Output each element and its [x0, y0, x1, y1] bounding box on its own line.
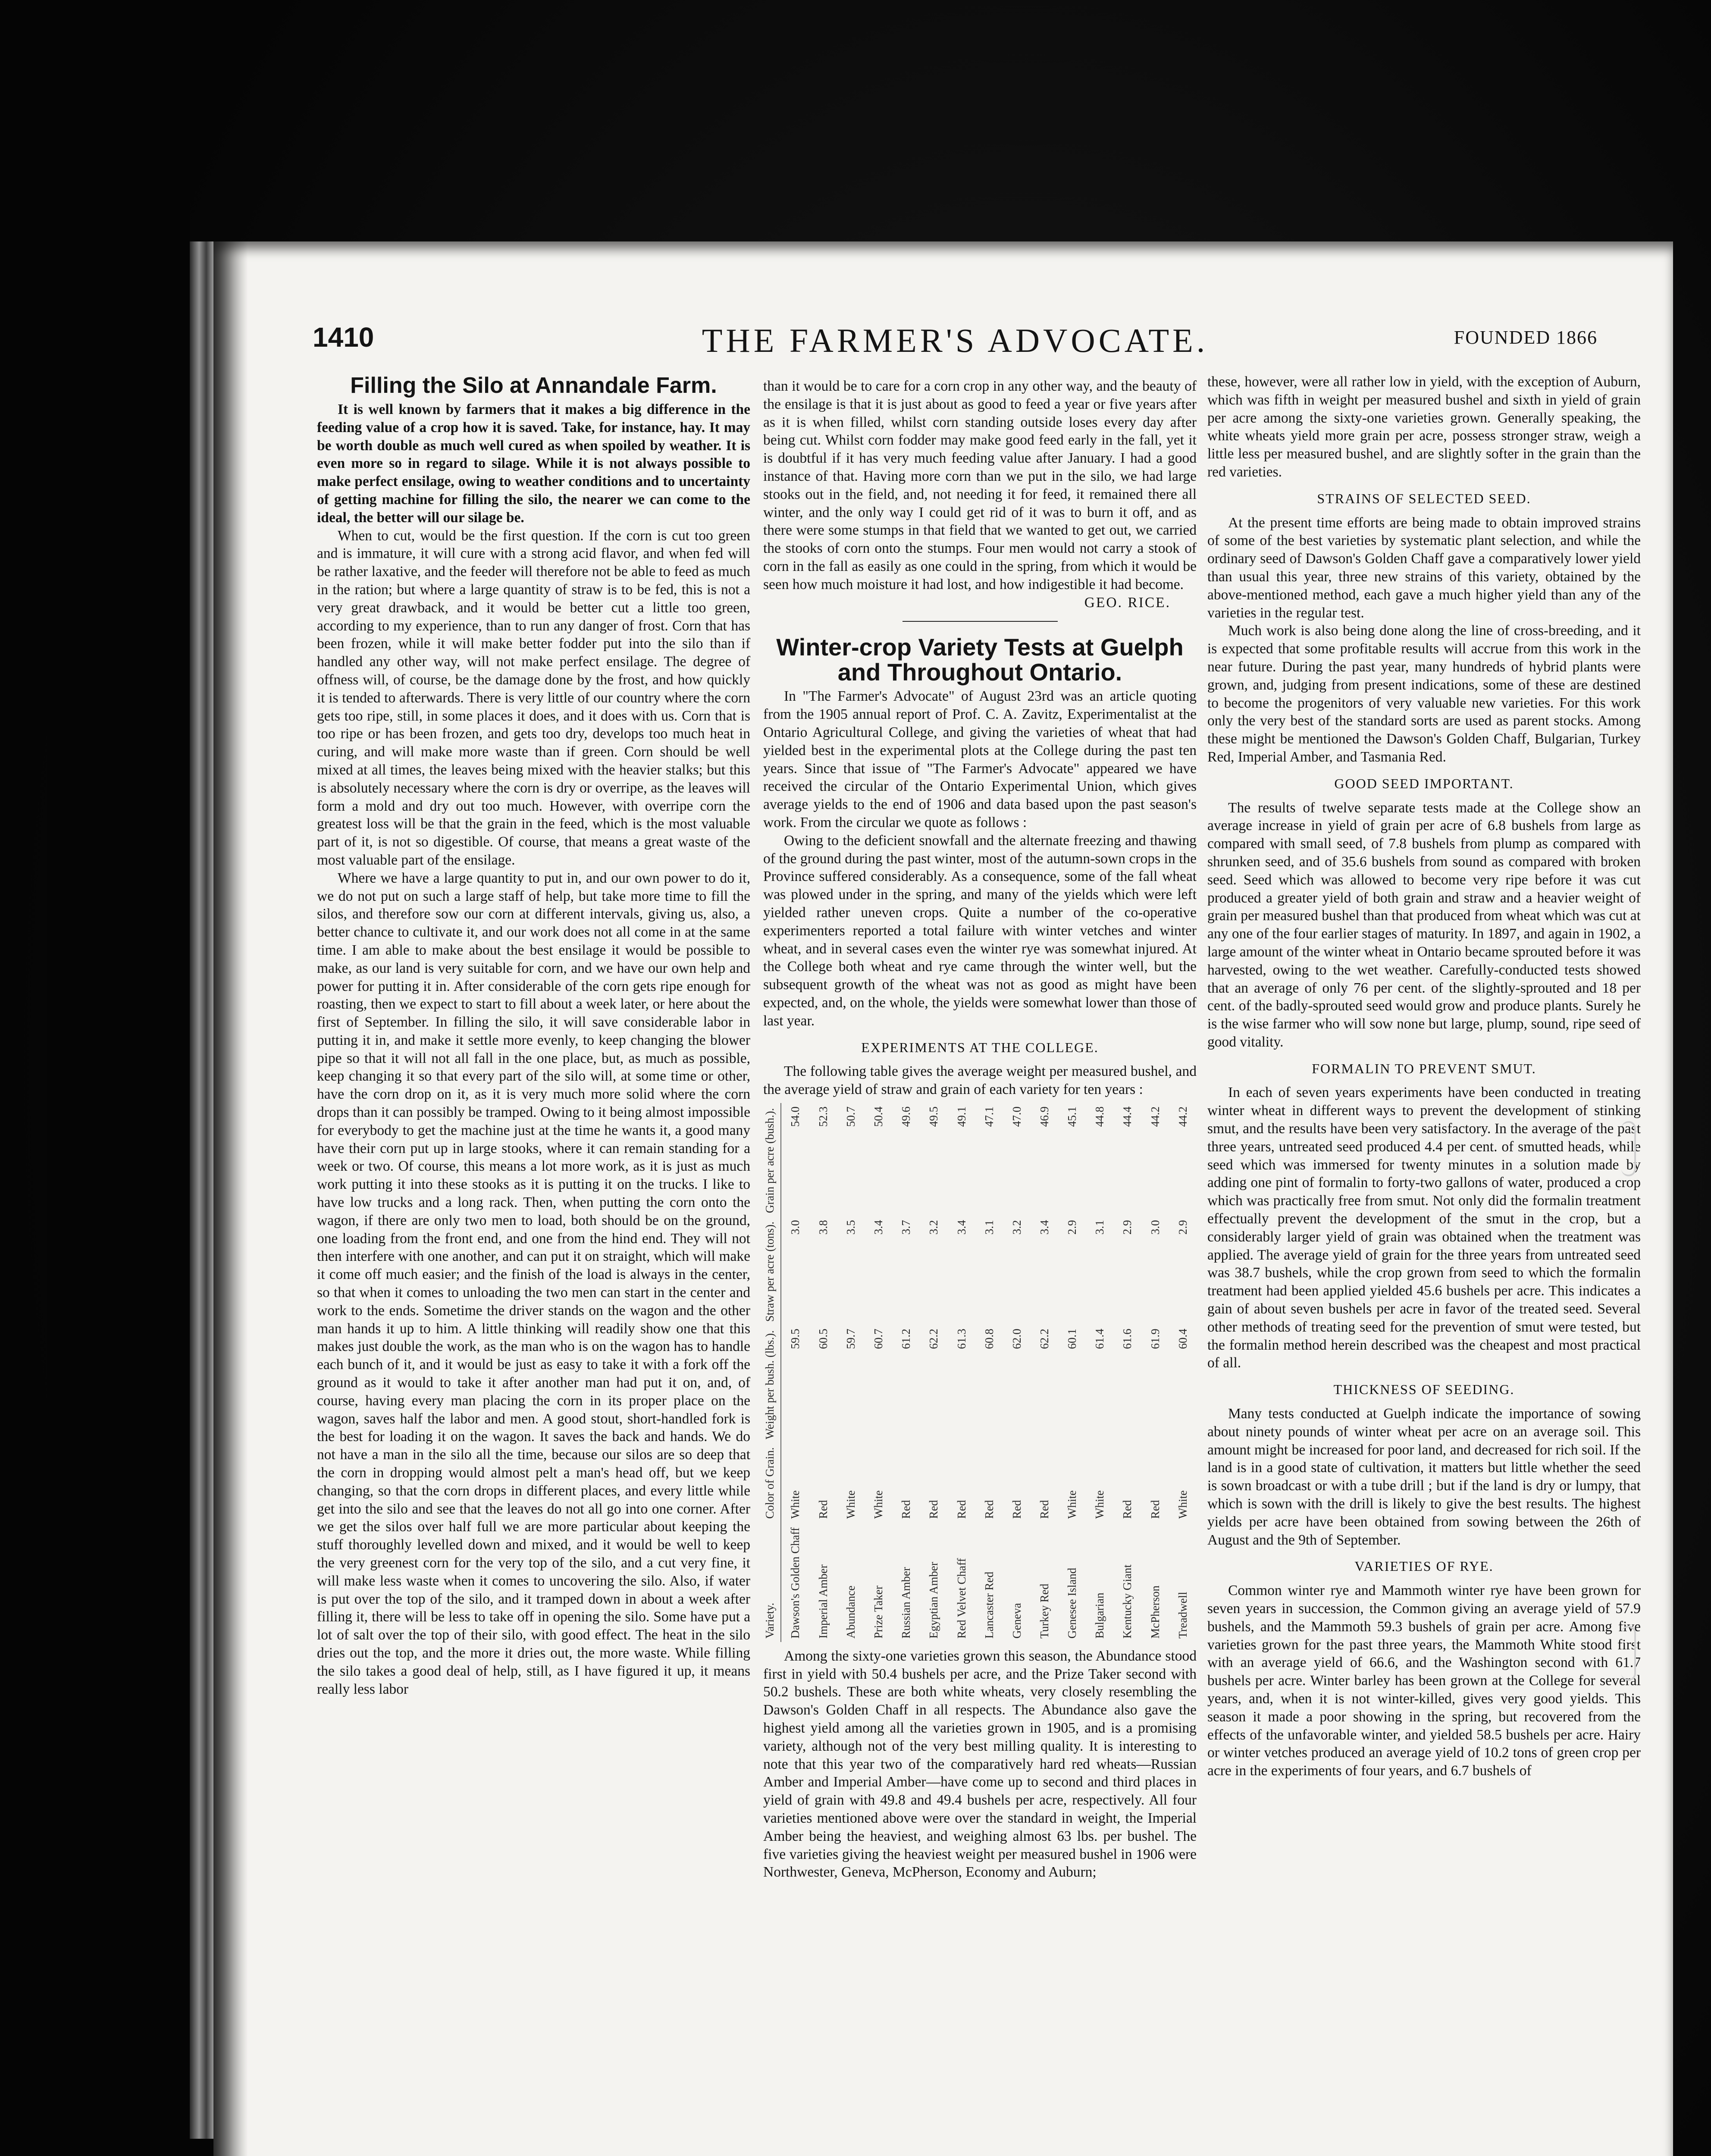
table-row: [1003, 1103, 1031, 1642]
table-cell: White: [844, 1490, 858, 1519]
section-heading: VARIETIES OF RYE.: [1354, 1558, 1494, 1574]
book-shadow: [47, 34, 190, 2156]
variety-table-wrapper: [763, 1103, 1197, 1642]
table-header: Weight per bush. (lbs.).: [763, 1325, 781, 1443]
table-row: [1086, 1103, 1113, 1642]
table-cell: 61.9: [1148, 1329, 1162, 1349]
table-cell: 61.2: [899, 1329, 913, 1349]
table-cell: Lancaster Red: [982, 1571, 996, 1639]
journal-title: THE FARMER'S ADVOCATE.: [702, 322, 1209, 359]
table-cell: Red: [899, 1500, 913, 1519]
table-cell: 3.2: [1010, 1220, 1023, 1235]
table-cell: 46.9: [1038, 1106, 1051, 1127]
table-cell: White: [1176, 1490, 1189, 1519]
table-cell: 60.8: [982, 1329, 996, 1349]
table-cell: 61.6: [1121, 1329, 1134, 1349]
table-row: [975, 1103, 1003, 1642]
column-3: [1207, 373, 1641, 1780]
table-cell: Prize Taker: [872, 1586, 885, 1639]
divider: [903, 621, 1058, 622]
table-row: [948, 1103, 975, 1642]
table-cell: Kentucky Giant: [1121, 1564, 1134, 1639]
table-cell: 3.4: [955, 1220, 968, 1235]
column-1: [317, 373, 750, 1698]
table-cell: 50.7: [844, 1106, 858, 1127]
article-paragraph: Among the sixty-one varieties grown this season, the Abundance stood first in yield with 50.4 bushels per acre, and the Prize Taker second with 50.2 bushels. These are both white wheats, very closely resembling the Dawson's Golden Chaff in all respects. The Abundance also gave the highest yield among all the varieties grown in 1905, and is a promising variety, although not of the very best milling quality. It is interesting to note that this year two of the comparatively hard red wheats—Russian Amber and Imperial Amber—have come up to second and third places in yield of grain with 49.8 and 49.4 bushels per acre, respectively. All four varieties mentioned above were over the standard in weight, the Imperial Amber being the heaviest, and weighing almost 63 lbs. per bushel. The five varieties giving the heaviest weight per measured bushel in 1906 were Northwester, Geneva, McPherson, Economy and Auburn;: [763, 1648, 1197, 1880]
section-heading: EXPERIMENTS AT THE COLLEGE.: [861, 1039, 1099, 1055]
table-cell: 2.9: [1121, 1220, 1134, 1235]
article-title-winter-crop: Winter-crop Variety Tests at Guelph and Throughout Ontario.: [776, 633, 1184, 686]
section-heading: THICKNESS OF SEEDING.: [1333, 1382, 1515, 1398]
article-paragraph: It is well known by farmers that it makes a big difference in the feeding value of a crop how it is saved. Take, for instance, hay. It may be worth double as much well cured as when spoiled by weather. It is even more so in regard to silage. While it is not always possible to make perfect ensilage, owing to weather conditions and to uncertainty of getting machine for filling the silo, the nearer we can come to the ideal, the better will our silage be.: [317, 401, 750, 526]
table-cell: White: [1093, 1490, 1106, 1519]
table-cell: Red: [955, 1500, 968, 1519]
article-signature: GEO. RICE.: [1084, 594, 1171, 611]
article-paragraph: Owing to the deficient snowfall and the alternate freezing and thawing of the ground during the past winter, most of the autumn-sown crops in the Province suffered considerably. As a consequence, some of the fall wheat was plowed under in the spring, and many of the yields which were left yielded rather uneven crops. Quite a number of the co-operative experimenters reported a total failure with winter vetches and winter wheat, and in several cases even the winter rye was somewhat injured. At the College both wheat and rye came through the winter well, but the subsequent growth of the wheat was not as good as might have been expected, and, on the whole, the yields were somewhat lower than those of last year.: [763, 832, 1197, 1029]
table-cell: White: [872, 1490, 885, 1519]
table-cell: McPherson: [1148, 1585, 1162, 1639]
article-paragraph: In each of seven years experiments have been conducted in treating winter wheat in different ways to prevent the development of stinking smut, and the results have been very satisfactory. In the average of the past three years, untreated seed produced 4.4 per cent. of smutted heads, while seed which was immersed for twenty minutes in a solution made by adding one pint of formalin to forty-two gallons of water, produced a crop which was practically free from smut. Not only did the formalin treatment effectually prevent the development of the smut in the crop, but a considerably larger yield of grain was obtained when the treatment was applied. The average yield of grain for the three years from untreated seed was 38.7 bushels, while the crop grown from seed to which the formalin treatment had been applied yielded 45.6 bushels per acre. This indicates a gain of about seven bushels per acre in favor of the treated seed. Several other methods of treating seed for the prevention of smut were tested, but the formalin method herein described was the cheapest and most practical of all.: [1207, 1084, 1641, 1371]
binding-clip-mark: [1621, 1626, 1636, 1681]
binding-clip-mark: [1621, 1121, 1636, 1176]
table-header: Straw per acre (tons).: [763, 1216, 781, 1325]
page-header: [313, 321, 1598, 360]
table-cell: 2.9: [1065, 1220, 1079, 1235]
book-page-edges: [190, 241, 213, 2139]
table-cell: 3.1: [982, 1220, 996, 1235]
table-cell: 49.6: [899, 1106, 913, 1127]
table-row: [1058, 1103, 1086, 1642]
section-heading: GOOD SEED IMPORTANT.: [1334, 775, 1514, 791]
table-row: [1141, 1103, 1169, 1642]
table-cell: Red Velvet Chaff: [955, 1558, 968, 1639]
column-2: [763, 377, 1197, 1881]
table-cell: 60.1: [1065, 1329, 1079, 1349]
article-paragraph: Many tests conducted at Guelph indicate the importance of sowing about ninety pounds of winter wheat per acre on an average soil. This amount might be increased for poor land, and decreased for rich soil. If the land is in a good state of cultivation, it matters but little whether the seed is sown broadcast or with a tube drill ; but if the land is dry or lumpy, that which is sown with the drill is likely to give the best results. The highest yields per acre have been obtained from sowing between the 26th of August and the 9th of September.: [1207, 1406, 1641, 1548]
table-row: [920, 1103, 947, 1642]
table-cell: 60.4: [1176, 1329, 1189, 1349]
variety-table: [763, 1103, 1197, 1642]
table-cell: 3.4: [872, 1220, 885, 1235]
table-cell: 44.2: [1176, 1106, 1189, 1127]
table-cell: 62.2: [927, 1329, 940, 1349]
table-cell: 50.4: [872, 1106, 885, 1127]
table-row: [1169, 1103, 1197, 1642]
article-title-silo: Filling the Silo at Annandale Farm.: [350, 373, 717, 398]
table-cell: 61.4: [1093, 1329, 1106, 1349]
table-cell: 3.8: [816, 1220, 830, 1235]
page-number: 1410: [313, 322, 374, 353]
table-cell: Genesee Island: [1065, 1567, 1079, 1639]
article-paragraph: Much work is also being done along the line of cross-breeding, and it is expected that some profitable results will accrue from this work in the near future. During the past year, many hundreds of hybrid plants were grown, and, judging from present indications, some of these are destined to become the progenitors of very valuable new varieties. For this work only the very best of the standard sorts are used as parent stocks. Among these might be mentioned the Dawson's Golden Chaff, Bulgarian, Turkey Red, Imperial Amber, and Tasmania Red.: [1207, 623, 1641, 765]
variety-table-body: [781, 1103, 1197, 1642]
table-cell: Turkey Red: [1038, 1583, 1051, 1639]
table-cell: Bulgarian: [1093, 1592, 1106, 1639]
table-row: [781, 1103, 809, 1642]
article-paragraph: Common winter rye and Mammoth winter rye have been grown for seven years in succession, the Common giving an average yield of 57.9 bushels, and the Mammoth 59.3 bushels of grain per acre. Among five varieties grown for the past three years, the Mammoth White stood first with an average yield of 66.6, and the Washington second with 61.7 bushels per acre. Winter barley has been grown at the College for several years, and, when it is not winter-killed, gives very good yields. This season it made a poor showing in the spring, but recovered from the effects of the unfavorable winter, and yielded 58.5 bushels per acre. Hairy or winter vetches produced an average yield of 10.2 tons of green crop per acre in the experiments of four years, and 6.7 bushels of: [1207, 1583, 1641, 1779]
table-cell: Imperial Amber: [816, 1564, 830, 1639]
section-heading: FORMALIN TO PREVENT SMUT.: [1312, 1060, 1536, 1076]
table-cell: 54.0: [789, 1106, 802, 1127]
table-cell: 3.0: [1148, 1220, 1162, 1235]
table-cell: Red: [927, 1500, 940, 1519]
table-cell: Egyptian Amber: [927, 1562, 940, 1639]
table-cell: 60.5: [816, 1329, 830, 1349]
magazine-page: [213, 241, 1673, 2156]
table-cell: 2.9: [1176, 1220, 1189, 1235]
table-cell: White: [1065, 1490, 1079, 1519]
article-paragraph: than it would be to care for a corn crop in any other way, and the beauty of the ensilage is that it is just about as good to feed a year or five years after as it is when filled, whilst corn standing outside loses every day after being cut. Whilst corn fodder may make good feed early in the fall, yet it is doubtful if it has very much feeding value after January. I had a good instance of that. Having more corn than we put in the silo, we had large stooks out in the field, and, not needing it for feed, it remained there all winter, and the only way I could get rid of it was to burn it off, and as there were some stumps in that field that we wanted to get out, we carried the stooks of corn onto the stumps. Four men would not carry a stook of corn in the fall as easily as one could in the spring, from which it would be seen how much moisture it had lost, and how indigestible it had become.: [763, 378, 1197, 592]
table-cell: 3.7: [899, 1220, 913, 1235]
table-header: Variety.: [763, 1522, 781, 1642]
table-cell: 3.2: [927, 1220, 940, 1235]
table-cell: 62.2: [1038, 1329, 1051, 1349]
table-cell: 61.3: [955, 1329, 968, 1349]
table-cell: 59.5: [789, 1329, 802, 1349]
table-cell: 44.2: [1148, 1106, 1162, 1127]
article-paragraph: The following table gives the average weight per measured bushel, and the average yield of straw and grain of each variety for ten years :: [763, 1063, 1197, 1098]
table-cell: Red: [1121, 1500, 1134, 1519]
table-row: [1031, 1103, 1058, 1642]
table-cell: Abundance: [844, 1585, 858, 1639]
table-cell: Red: [1010, 1500, 1023, 1519]
table-header: Color of Grain.: [763, 1443, 781, 1522]
table-cell: 62.0: [1010, 1329, 1023, 1349]
section-heading: STRAINS OF SELECTED SEED.: [1317, 490, 1531, 506]
table-cell: 3.4: [1038, 1220, 1051, 1235]
table-row: [809, 1103, 837, 1642]
table-row: [1113, 1103, 1141, 1642]
table-cell: 3.0: [789, 1220, 802, 1235]
table-cell: 52.3: [816, 1106, 830, 1127]
table-cell: Red: [1038, 1500, 1051, 1519]
table-cell: Red: [1148, 1500, 1162, 1519]
article-paragraph: At the present time efforts are being made to obtain improved strains of some of the best varieties by systematic plant selection, and while the ordinary seed of Dawson's Golden Chaff gave a comparatively lower yield than usual this year, three new strains of this variety, obtained by the above-mentioned method, each gave a much higher yield than any of the varieties in the regular test.: [1207, 514, 1641, 621]
founded-note: FOUNDED 1866: [1454, 327, 1598, 348]
table-cell: 49.1: [955, 1106, 968, 1127]
table-cell: 3.5: [844, 1220, 858, 1235]
table-row: [892, 1103, 920, 1642]
table-row: [865, 1103, 892, 1642]
table-cell: Red: [816, 1500, 830, 1519]
table-cell: White: [789, 1490, 802, 1519]
table-row: [837, 1103, 865, 1642]
table-cell: 44.8: [1093, 1106, 1106, 1127]
table-cell: 60.7: [872, 1329, 885, 1349]
table-cell: Treadwell: [1176, 1592, 1189, 1639]
article-paragraph: In "The Farmer's Advocate" of August 23rd was an article quoting from the 1905 annual report of Prof. C. A. Zavitz, Experimentalist at the Ontario Agricultural College, and giving the varieties of wheat that had yielded best in the experimental plots at the College during the past ten years. Since that issue of "The Farmer's Advocate" appeared we have received the circular of the Ontario Experimental Union, which gives average yields to the end of 1906 and data based upon the past season's work. From the circular we quote as follows :: [763, 688, 1197, 830]
table-cell: 44.4: [1121, 1106, 1134, 1127]
table-header: Grain per acre (bush.).: [763, 1103, 781, 1216]
table-cell: 45.1: [1065, 1106, 1079, 1127]
table-cell: 49.5: [927, 1106, 940, 1127]
table-cell: Geneva: [1010, 1603, 1023, 1639]
table-cell: Dawson's Golden Chaff: [789, 1527, 802, 1639]
table-cell: 47.0: [1010, 1106, 1023, 1127]
table-cell: 47.1: [982, 1106, 996, 1127]
table-cell: Russian Amber: [899, 1567, 913, 1639]
article-paragraph: Where we have a large quantity to put in, and our own power to do it, we do not put on such a large staff of help, but take more time to fill the silos, and therefore sow our corn at different intervals, giving us, also, a better chance to cultivate it, and our work does not all come in at the same time. I am able to make about the best ensilage it would be possible to make, as our land is very suitable for corn, and we have our own help and power for putting it in. After considerable of the corn gets ripe enough for roasting, then we expect to start to fill about a week later, or here about the first of September. In filling the silo, it will save considerable labor in putting it in, and make it settle more evenly, to keep changing the blower pipe so that it will not all fall in the one place, but, as much as possible, keep changing it so that every part of the silo will, at some time or other, have the corn drop on it, as it is very much more solid where the corn drops than it can possibly be tramped. Owing to it being almost impossible for everybody to get the machine just at the time he wants it, a good many have their corn put up in large stooks, where it can remain standing for a week or two. Of course, this means a lot more work, as it is just as much work putting it into these stooks as it is putting it on the trucks. I like to have low trucks and a long rack. Then, when putting the corn onto the wagon, if there are only two men to load, both should be on the ground, one loading from the front end, and one from the hind end. They will not then interfere with one another, and can put it on straight, which will make it come off much easier; and the finish of the load is always in the center, so that when it comes to unloading the two men can start in the center and work to the ends. Sometime the driver stands on the wagon and the other man hands it up to him. A little thinking will readily show one that this makes just double the work, as the man who is on the wagon has to handle each bunch of it, and it would be just as easy to take it with a fork off the ground as it would to take it after another man had put it on, and, of course, having every man placing the corn in its proper place on the wagon, saves half the labor and men. A good stout, short-handled fork is the best for loading it on the wagon. It saves the back and hands. We do not have a man in the silo all the time, because our silos are so deep that the corn in dropping would almost pelt a man's head off, but we keep changing, so that the corn drops in different places, and every little while get into the silo and see that the leaves do not all go into one corner. After we get the silos over half full we are more particular about keeping the stuff thoroughly levelled down and mixed, and it would be well to keep the very greenest corn for the very top of the silo, and a cut very fine, it will make less waste when it comes to uncovering the silo. Also, if water is put over the top of the silo, and it tramped down in about a week after filling it, there will be less to take off in opening the silo. Some have put a lot of salt over the top of their silo, with good effect. The heat in the silo dries out the top, and the more it dries out, the more waste. While filling the silo takes a good deal of help, still, as I have figured it up, it means really less labor: [317, 870, 750, 1697]
table-cell: 59.7: [844, 1329, 858, 1349]
article-paragraph: these, however, were all rather low in yield, with the exception of Auburn, which was fifth in weight per measured bushel and sixth in yield of grain per acre among the sixty-one varieties grown. Generally speaking, the white wheats yield more grain per acre, possess stronger straw, weigh a little less per measured bushel, and are slightly softer in the grain than the red varieties.: [1207, 374, 1641, 480]
table-cell: Red: [982, 1500, 996, 1519]
article-paragraph: When to cut, would be the first question. If the corn is cut too green and is immature, it will cure with a strong acid flavor, and when fed will be rather laxative, and the feeder will therefore not be able to feed as much in the ration; but where a large quantity of straw is to be fed, this is not a very great drawback, and it would be better cut a little too green, according to my experience, than to run any danger of frost. Corn that has been frozen, while it will make better fodder put into the silo than if handled any other way, will not make perfect ensilage. The degree of offness will, of course, be the damage done by the frost, and how quickly it is tended to afterwards. There is very little of our country where the corn gets too ripe, still, in some places it does, and it does with us. Corn that is too ripe or has been frozen, and gets too dry, develops too much heat in curing, and will make more waste than if green. Corn should be well mixed at all times, the leaves being mixed with the heavier stalks; but this is absolutely necessary where the corn is dry or overripe, as the leaves will form a mold and dry out too much. However, with overripe corn the greatest loss will be that the grain in the feed, which is the most valuable part of it, is not so digestible. Of course, that means a great waste of the most valuable part of the ensilage.: [317, 527, 750, 868]
article-paragraph: The results of twelve separate tests made at the College show an average increase in yield of grain per acre of 6.8 bushels from large as compared with small seed, of 7.8 bushels from plump as compared with shrunken seed, and of 35.6 bushels from sound as compared with broken seed. Seed which was allowed to become very ripe before it was cut produced a greater yield of both grain and straw and a heavier weight of grain per measured bushel than that produced from wheat which was cut at any one of the four earlier stages of maturity. In 1897, and again in 1902, a large amount of the winter wheat in Ontario became sprouted before it was harvested, owing to the wet weather. Carefully-conducted tests showed that an average of only 76 per cent. of the slightly-sprouted and 18 per cent. of the badly-sprouted seed would grow and produce plants. Surely he is the wise farmer who will sow none but large, plump, sound, ripe seed of good vitality.: [1207, 799, 1641, 1050]
table-cell: 3.1: [1093, 1220, 1106, 1235]
